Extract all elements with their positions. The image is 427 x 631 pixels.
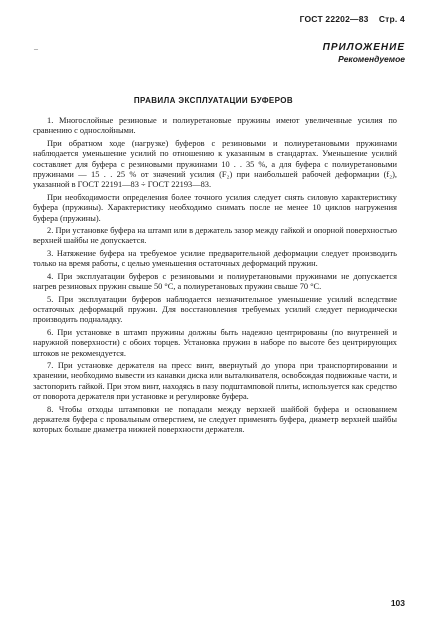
paragraph: При необходимости определения более точного усилия следует снять силовую характеристику буфера (пружины). Характеристику необходимо снимать после не менее 10 циклов нагружения буфера (пружины). [33, 192, 397, 223]
appendix-title: ПРИЛОЖЕНИЕ [322, 42, 405, 53]
paragraph: 5. При эксплуатации буферов наблюдается незначительное уменьшение усилий вследствие остаточных деформаций пружин. Для восстановления требуемых усилий следует периодически производить подналадку. [33, 294, 397, 325]
section-title: ПРАВИЛА ЭКСПЛУАТАЦИИ БУФЕРОВ [133, 96, 294, 105]
header-page-label: Стр. 4 [378, 14, 405, 24]
margin-mark: – [34, 44, 38, 53]
paragraph: 4. При эксплуатации буферов с резиновыми и полиуретановыми пружинами не допускается нагрев резиновых пружин свыше 50 °С, а полиуретановых пружин свыше 70 °С. [33, 271, 397, 292]
paragraph: При обратном ходе (нагрузке) буферов с резиновыми и полиуретановыми пружинами наблюдается уменьшение усилий по отношению к указанным в стандартах. Уменьшение усилий составляет для буфера с резиновыми пружинами 10 . . 35 %, а для буфера с полиуретановыми пружинами — 15 . . 25 % от значений усилия (F₂) при наибольшей рабочей деформации (f₂), указанной в ГОСТ 22191—83 ÷ ГОСТ 22193—83. [33, 138, 397, 190]
paragraph: 2. При установке буфера на штамп или в держатель зазор между гайкой и опорной поверхностью верхней шайбы не допускается. [33, 226, 397, 246]
appendix-subtitle: Рекомендуемое [338, 54, 405, 64]
standard-number: ГОСТ 22202—83 [299, 14, 369, 24]
paragraph: 6. При установке в штамп пружины должны быть надежно центрированы (по внутренней и наружной поверхности) с обоих торцев. Установка пружин в наборе по высоте без центрирующих штоков не рекомендуется. [33, 327, 397, 358]
paragraph: 1. Многослойные резиновые и полиуретановые пружины имеют увеличенные усилия по сравнению с однослойными. [33, 116, 397, 136]
appendix-label [323, 42, 405, 64]
page-number: 103 [390, 598, 405, 608]
paragraph: 3. Натяжение буфера на требуемое усилие предварительной деформации следует производить только на время работы, с целью уменьшения остаточных деформаций пружин. [33, 248, 397, 269]
body-text [33, 116, 397, 438]
page-header [300, 14, 405, 24]
paragraph: 7. При установке держателя на пресс винт, ввернутый до упора при транспортировании и хранении, необходимо вывести из канавки диска или выталкивателя, освобождая подвижные части, и застопорить гайкой. При этом винт, находясь в пазу подштамповой плиты, используется как средство от поворота держателя при установке и регулировке буфера. [33, 360, 397, 402]
paragraph: 8. Чтобы отходы штамповки не попадали между верхней шайбой буфера и основанием держателя буфера с провальным отверстием, не следует применять буфера, диаметр верхней шайбы которых больше диаметра нижней поверхности держателя. [33, 404, 397, 435]
